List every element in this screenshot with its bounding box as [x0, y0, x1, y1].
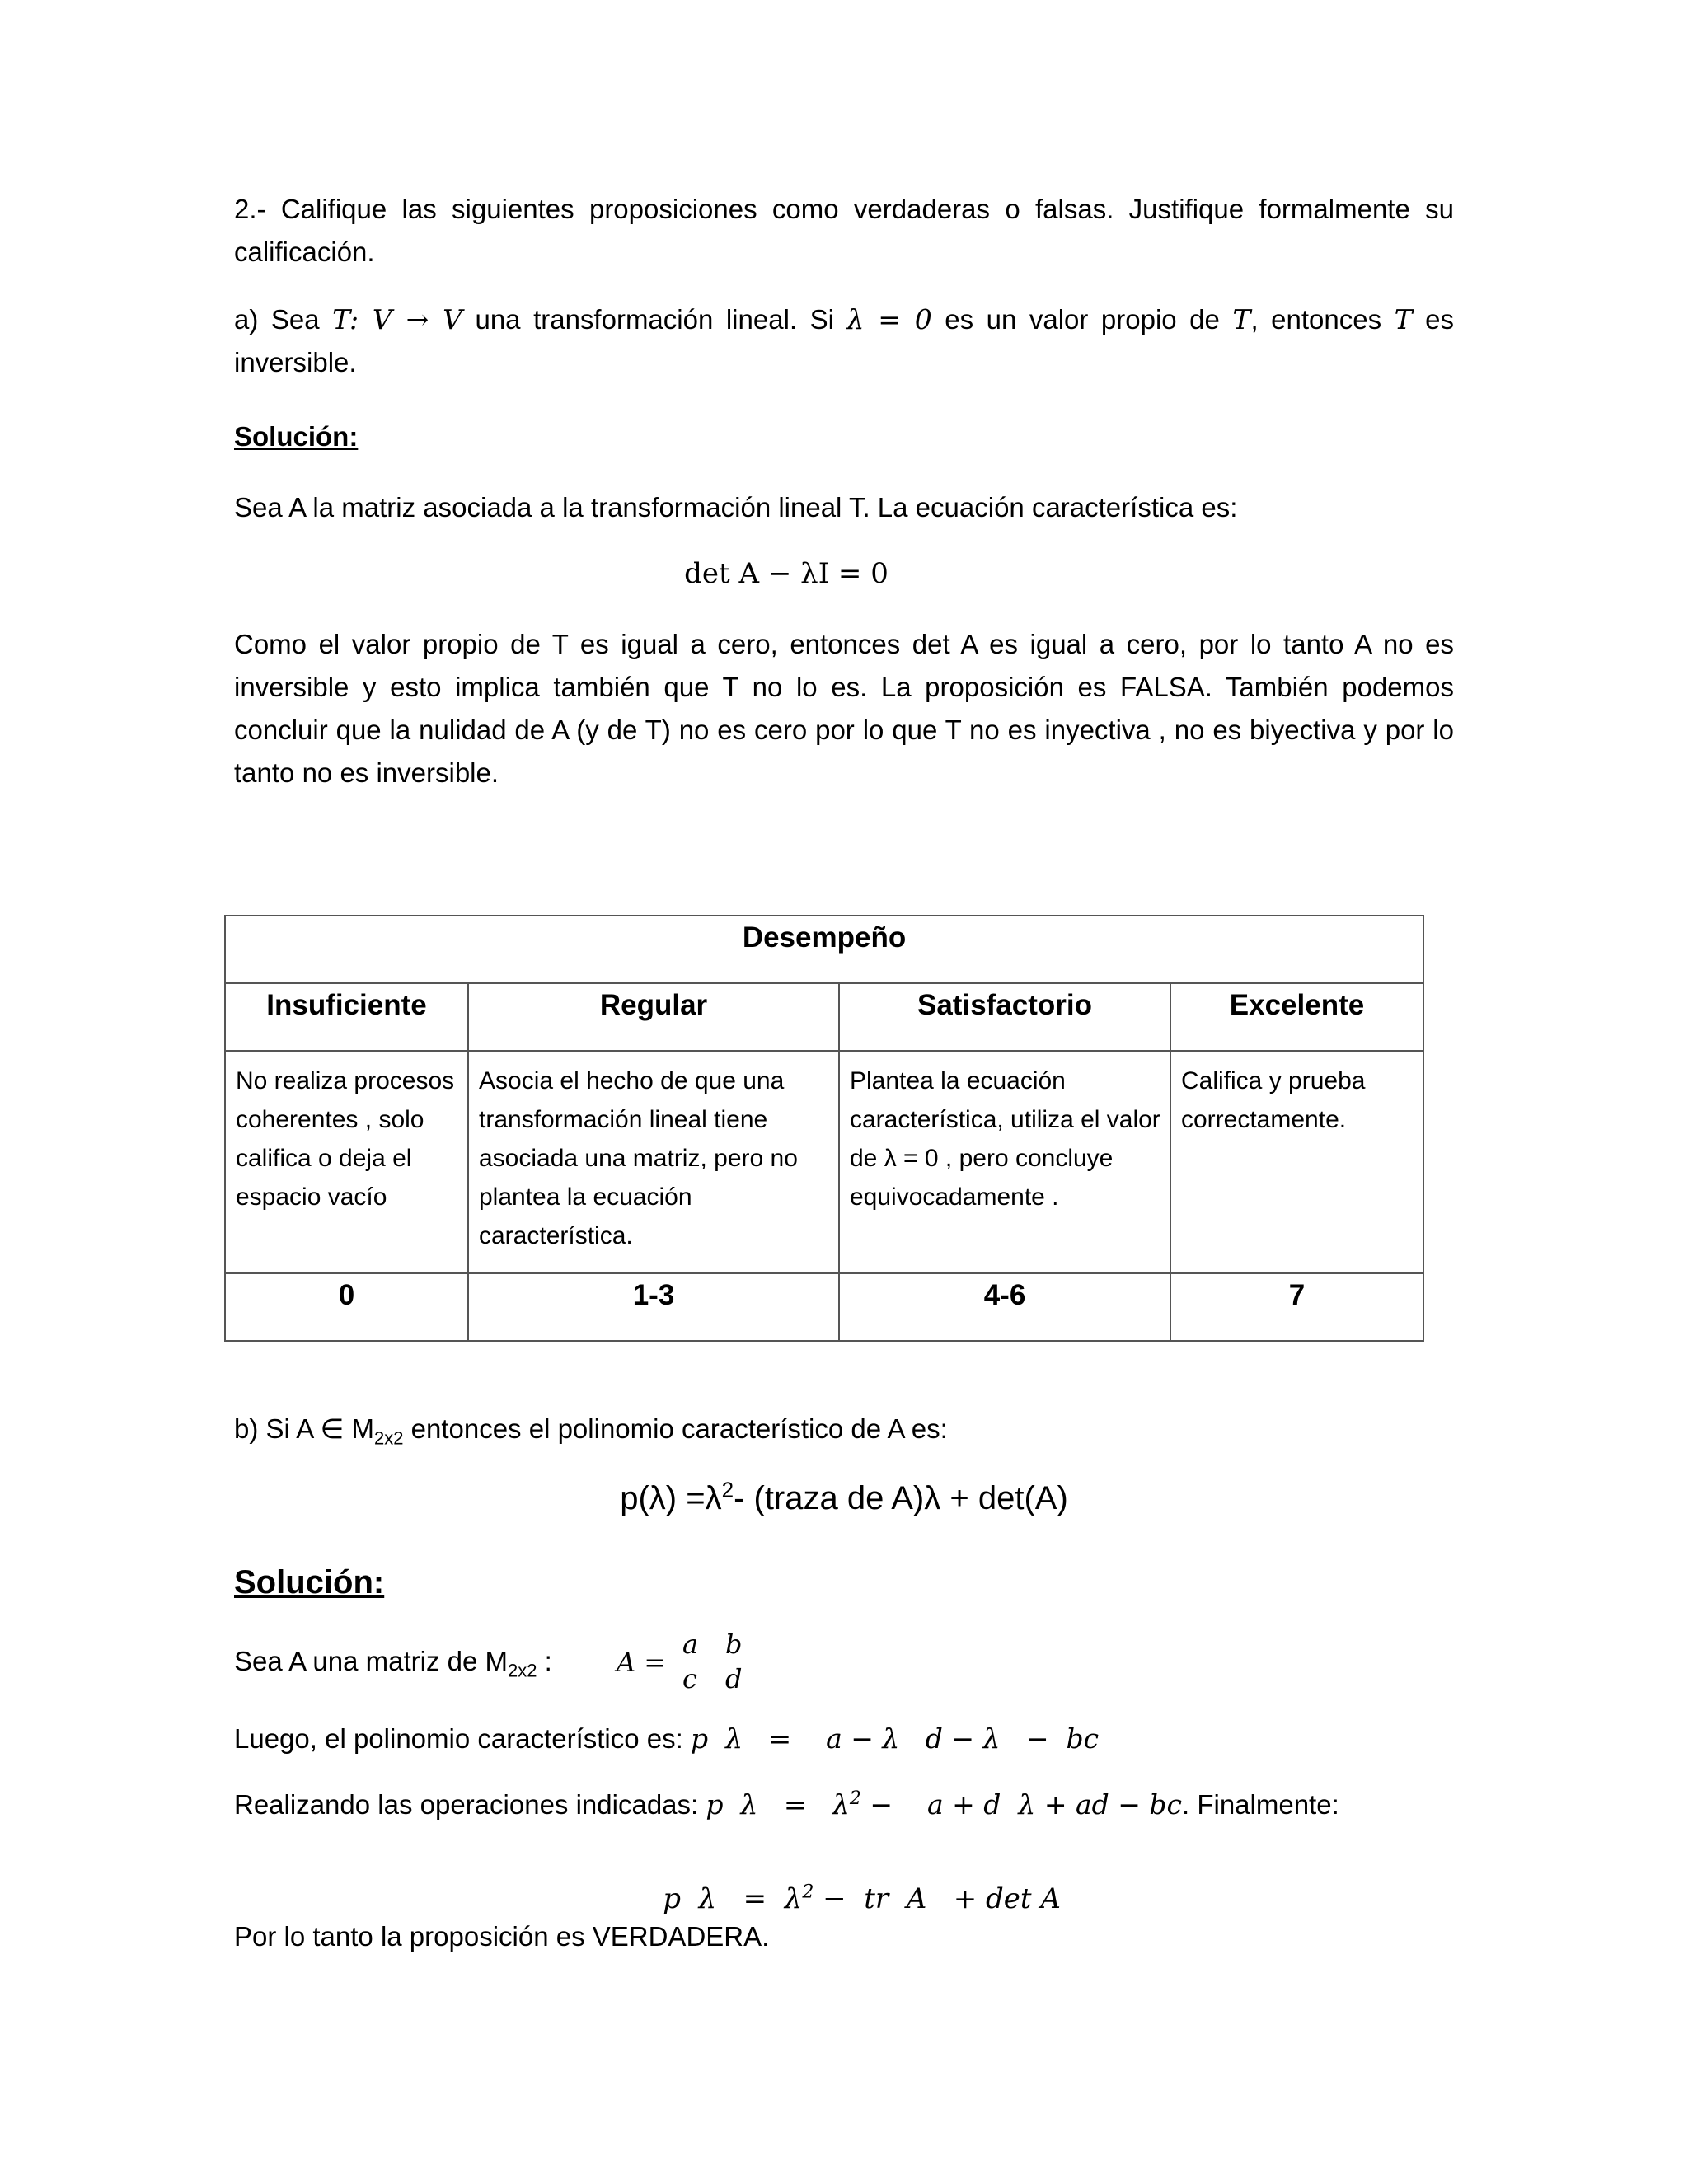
- rubric-desc-satisfactorio: Plantea la ecuación característica, utiliza el valor de λ = 0 , pero concluye equivocadamente .: [839, 1051, 1170, 1273]
- poly-exponent: 2: [721, 1477, 734, 1502]
- rubric-title-row: [225, 916, 1423, 983]
- matrix-entry-a: a: [682, 1629, 699, 1660]
- matrix-entry-c: c: [682, 1663, 697, 1694]
- rubric-levels-row: [225, 983, 1423, 1051]
- solution-a-explanation: Como el valor propio de T es igual a cero, entonces det A es igual a cero, por lo tanto A no es inversible y esto implica también que T no lo es. La proposición es FALSA. También podemos concluir que la nulidad de A (y de T) no es cero por lo que T no es inyectiva , no es biyectiva y por lo tanto no es inversible.: [234, 629, 1454, 788]
- char-poly-line: [234, 1718, 1454, 1760]
- part-a-math-4: T: [1232, 303, 1251, 335]
- part-a-math-5: T: [1394, 303, 1413, 335]
- characteristic-equation: det A − λI = 0: [684, 557, 889, 590]
- question-text: 2.- Califique las siguientes proposiciones como verdaderas o falsas. Justifique formalmente su calificación.: [234, 194, 1454, 267]
- polynomial-statement: [0, 1477, 1688, 1517]
- rubric-desc-excelente: Califica y prueba correctamente.: [1170, 1051, 1423, 1273]
- solution-a-line: Sea A la matriz asociada a la transformación lineal T. La ecuación característica es:: [234, 492, 1238, 523]
- rubric-descriptions-row: [225, 1051, 1423, 1273]
- rubric-level-insuficiente: Insuficiente: [225, 983, 468, 1051]
- solution-heading-a: Solución:: [234, 421, 359, 452]
- operations-line: [234, 1783, 1454, 1826]
- operations-math-b: − a + d λ + ad − bc: [860, 1788, 1182, 1821]
- solution-heading-b: Solución:: [234, 1564, 385, 1601]
- part-a-text-5: es inversible.: [234, 304, 1454, 377]
- part-b-subscript: 2x2: [373, 1427, 404, 1449]
- final-formula-b: − tr A + det A: [814, 1882, 1061, 1915]
- rubric-level-satisfactorio: Satisfactorio: [839, 983, 1170, 1051]
- part-a-math-1: T: [332, 303, 349, 335]
- operations-exponent: 2: [849, 1788, 861, 1809]
- rubric-level-regular: Regular: [468, 983, 839, 1051]
- rubric-score-3: 7: [1170, 1273, 1423, 1341]
- part-b-text-1: b) Si A ∈ M: [234, 1413, 374, 1444]
- poly-part-b: - (traza de A)λ + det(A): [734, 1480, 1068, 1516]
- part-a-math-2: : V → V: [349, 303, 462, 335]
- operations-text: Realizando las operaciones indicadas:: [234, 1789, 706, 1820]
- rubric-desc-insuficiente: No realiza procesos coherentes , solo califica o deja el espacio vacío: [225, 1051, 468, 1273]
- poly-part-a: p(λ) =λ: [620, 1480, 722, 1516]
- final-formula-a: p λ = λ: [663, 1882, 803, 1915]
- rubric-desc-regular: Asocia el hecho de que una transformación lineal tiene asociada una matriz, pero no plantea la ecuación característica.: [468, 1051, 839, 1273]
- conclusion-text: Por lo tanto la proposición es VERDADERA.: [234, 1921, 770, 1952]
- part-a-text-2: una transformación lineal. Si: [462, 304, 847, 335]
- part-b-statement: [234, 1408, 1454, 1451]
- matrix-eq-label: A =: [617, 1647, 667, 1678]
- rubric-score-2: 4-6: [839, 1273, 1170, 1341]
- rubric-scores-row: [225, 1273, 1423, 1341]
- matrix-label: [234, 1640, 646, 1683]
- matrix-label-colon: :: [537, 1646, 552, 1676]
- part-a-statement: [234, 298, 1454, 384]
- rubric-title: Desempeño: [225, 916, 1423, 983]
- matrix-entry-d: d: [725, 1663, 743, 1694]
- operations-tail: . Finalmente:: [1182, 1789, 1339, 1820]
- matrix-label-subscript: 2x2: [508, 1660, 537, 1681]
- part-a-text-4: , entonces: [1250, 304, 1395, 335]
- operations-math-a: p λ = λ: [706, 1788, 850, 1821]
- char-poly-text: Luego, el polinomio característico es:: [234, 1723, 691, 1754]
- part-a-math-3: λ = 0: [846, 303, 932, 335]
- rubric-score-1: 1-3: [468, 1273, 839, 1341]
- char-poly-math: p λ = a − λ d − λ − bc: [690, 1722, 1100, 1755]
- part-b-text-2: entonces el polinomio característico de A es:: [403, 1413, 948, 1444]
- rubric-level-excelente: Excelente: [1170, 983, 1423, 1051]
- part-a-text-3: es un valor propio de: [931, 304, 1233, 335]
- matrix-label-text: Sea A una matriz de M: [234, 1646, 509, 1676]
- rubric-score-0: 0: [225, 1273, 468, 1341]
- final-formula-exponent: 2: [802, 1882, 814, 1903]
- matrix-entry-b: b: [725, 1629, 743, 1660]
- part-a-text-1: a) Sea: [234, 304, 333, 335]
- rubric-table: [224, 915, 1424, 1342]
